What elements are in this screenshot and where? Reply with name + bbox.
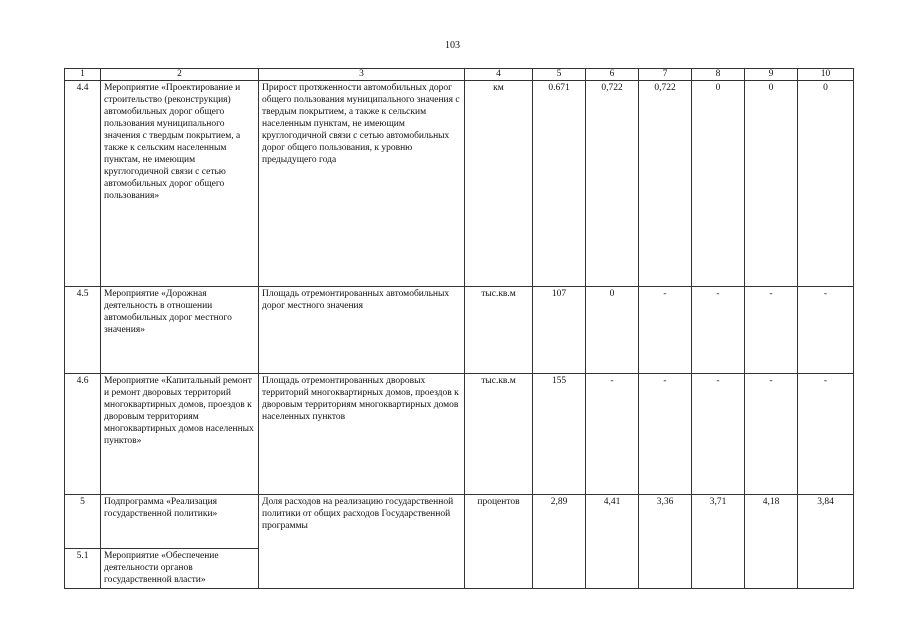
value-cell: 0,722 (639, 81, 692, 287)
value-cell: 4,41 (586, 495, 639, 589)
event-name: Мероприятие «Капитальный ремонт и ремонт дворовых территорий многоквартирных домов, проездов к дворовым территориям многоквартирных домов населенных пунктов» (101, 374, 259, 495)
value-cell: - (692, 287, 745, 374)
value-cell: 3,71 (692, 495, 745, 589)
indicator-name: Прирост протяженности автомобильных дорог общего пользования муниципального значения с твердым покрытием, а также к сельским населенным пунктам, не имеющим круглогодичной связи с сетью автомобильных дорог общего пользования, к уровню предыдущего года (259, 81, 465, 287)
header-cell: 10 (798, 69, 854, 81)
indicator-name: Площадь отремонтированных дворовых территорий многоквартирных домов, проездов к дворовым территориям многоквартирных домов населенных пунктов (259, 374, 465, 495)
header-cell: 1 (65, 69, 101, 81)
header-cell: 4 (465, 69, 533, 81)
value-cell: 3,36 (639, 495, 692, 589)
table-row (65, 374, 854, 495)
value-cell: - (639, 287, 692, 374)
event-name: Мероприятие «Обеспечение деятельности органов государственной власти» (101, 549, 259, 589)
value-cell: 107 (533, 287, 586, 374)
value-cell: 0 (745, 81, 798, 287)
header-cell: 3 (259, 69, 465, 81)
header-cell: 8 (692, 69, 745, 81)
value-cell: 2,89 (533, 495, 586, 589)
table-row (65, 81, 854, 287)
header-cell: 7 (639, 69, 692, 81)
row-number: 5.1 (65, 549, 101, 589)
unit: тыс.кв.м (465, 374, 533, 495)
value-cell: 0 (586, 287, 639, 374)
page-number: 103 (445, 40, 460, 51)
row-number: 4.5 (65, 287, 101, 374)
value-cell: - (798, 374, 854, 495)
value-cell: - (745, 374, 798, 495)
value-cell: 0 (692, 81, 745, 287)
unit: км (465, 81, 533, 287)
event-name: Подпрограмма «Реализация государственной политики» (101, 495, 259, 549)
value-cell: 0 (798, 81, 854, 287)
header-row (65, 69, 854, 81)
event-name: Мероприятие «Проектирование и строительство (реконструкция) автомобильных дорог общего пользования муниципального значения с твердым покрытием, а также к сельским населенным пунктам, не имеющим круглогодичной связи с сетью автомобильных дорог общего пользования» (101, 81, 259, 287)
value-cell: - (798, 287, 854, 374)
header-cell: 6 (586, 69, 639, 81)
event-name: Мероприятие «Дорожная деятельность в отношении автомобильных дорог местного значения» (101, 287, 259, 374)
value-cell: 4,18 (745, 495, 798, 589)
value-cell: - (586, 374, 639, 495)
unit: процентов (465, 495, 533, 589)
value-cell: - (692, 374, 745, 495)
value-cell: 0.671 (533, 81, 586, 287)
header-cell: 5 (533, 69, 586, 81)
indicator-name: Площадь отремонтированных автомобильных дорог местного значения (259, 287, 465, 374)
header-cell: 2 (101, 69, 259, 81)
table-row (65, 287, 854, 374)
value-cell: 0,722 (586, 81, 639, 287)
value-cell: - (745, 287, 798, 374)
indicator-name: Доля расходов на реализацию государственной политики от общих расходов Государственной программы (259, 495, 465, 589)
table-row (65, 495, 854, 549)
value-cell: 155 (533, 374, 586, 495)
indicators-table (64, 68, 854, 589)
row-number: 5 (65, 495, 101, 549)
value-cell: - (639, 374, 692, 495)
value-cell: 3,84 (798, 495, 854, 589)
unit: тыс.кв.м (465, 287, 533, 374)
row-number: 4.6 (65, 374, 101, 495)
header-cell: 9 (745, 69, 798, 81)
row-number: 4.4 (65, 81, 101, 287)
